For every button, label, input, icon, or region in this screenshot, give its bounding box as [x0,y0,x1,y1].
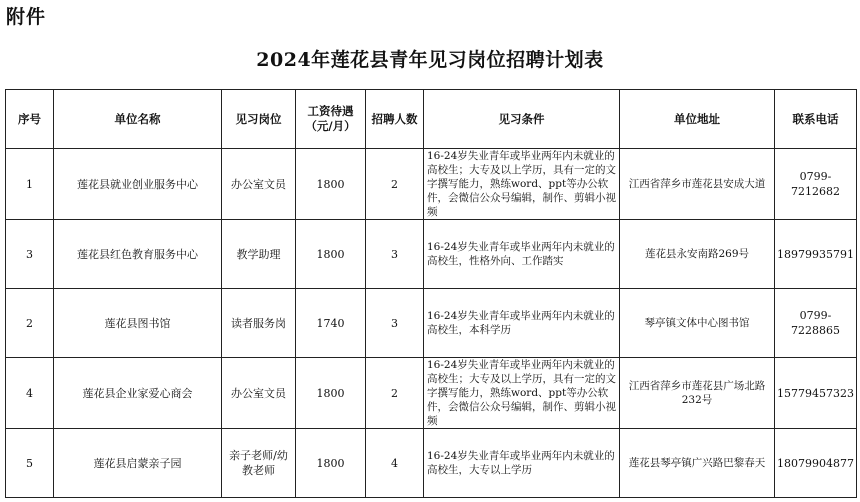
header-conditions: 见习条件 [424,90,620,149]
table-row [6,289,857,358]
cell-salary: 1800 [296,429,366,498]
table-row [6,149,857,220]
cell-address: 江西省萍乡市莲花县安成大道 [620,149,775,220]
header-unit: 单位名称 [54,90,222,149]
table-row [6,220,857,289]
cell-no: 1 [6,149,54,220]
cell-unit: 莲花县就业创业服务中心 [54,149,222,220]
recruitment-plan-table [5,89,857,498]
cell-count: 3 [366,289,424,358]
cell-salary: 1800 [296,149,366,220]
cell-phone: 0799-7228865 [775,289,857,358]
table-header-row [6,90,857,149]
cell-phone: 18979935791 [775,220,857,289]
cell-count: 2 [366,358,424,429]
header-phone: 联系电话 [775,90,857,149]
cell-conditions: 16-24岁失业青年或毕业两年内未就业的高校生，大专以上学历 [424,429,620,498]
cell-address: 琴亭镇文体中心图书馆 [620,289,775,358]
cell-address: 江西省萍乡市莲花县广场北路232号 [620,358,775,429]
header-salary-line2: （元/月） [305,119,356,133]
cell-count: 2 [366,149,424,220]
cell-address: 莲花县琴亭镇广兴路巴黎春天 [620,429,775,498]
cell-no: 4 [6,358,54,429]
header-position: 见习岗位 [222,90,296,149]
cell-phone: 18079904877 [775,429,857,498]
attachment-label: 附件 [6,6,47,28]
cell-unit: 莲花县企业家爱心商会 [54,358,222,429]
cell-conditions: 16-24岁失业青年或毕业两年内未就业的高校生；大专及以上学历，具有一定的文字撰写能力，熟练word、ppt等办公软件，会微信公众号编辑，制作、剪辑小视频 [424,149,620,220]
cell-address: 莲花县永安南路269号 [620,220,775,289]
table-row [6,358,857,429]
cell-unit: 莲花县红色教育服务中心 [54,220,222,289]
cell-unit: 莲花县启蒙亲子园 [54,429,222,498]
cell-position: 办公室文员 [222,149,296,220]
header-salary [296,90,366,149]
cell-no: 5 [6,429,54,498]
cell-phone: 15779457323 [775,358,857,429]
cell-count: 3 [366,220,424,289]
cell-count: 4 [366,429,424,498]
cell-position: 亲子老师/幼教老师 [222,429,296,498]
cell-no: 3 [6,220,54,289]
cell-unit: 莲花县图书馆 [54,289,222,358]
cell-position: 教学助理 [222,220,296,289]
cell-no: 2 [6,289,54,358]
cell-salary: 1800 [296,358,366,429]
cell-salary: 1800 [296,220,366,289]
header-salary-line1: 工资待遇 [307,104,354,118]
cell-conditions: 16-24岁失业青年或毕业两年内未就业的高校生；大专及以上学历，具有一定的文字撰写能力，熟练word、ppt等办公软件，会微信公众号编辑，制作、剪辑小视频 [424,358,620,429]
cell-phone: 0799-7212682 [775,149,857,220]
header-no: 序号 [6,90,54,149]
header-count: 招聘人数 [366,90,424,149]
cell-salary: 1740 [296,289,366,358]
cell-conditions: 16-24岁失业青年或毕业两年内未就业的高校生，性格外向、工作踏实 [424,220,620,289]
cell-position: 读者服务岗 [222,289,296,358]
table-row [6,429,857,498]
page-title: 2024年莲花县青年见习岗位招聘计划表 [256,49,604,71]
header-address: 单位地址 [620,90,775,149]
cell-position: 办公室文员 [222,358,296,429]
cell-conditions: 16-24岁失业青年或毕业两年内未就业的高校生，本科学历 [424,289,620,358]
